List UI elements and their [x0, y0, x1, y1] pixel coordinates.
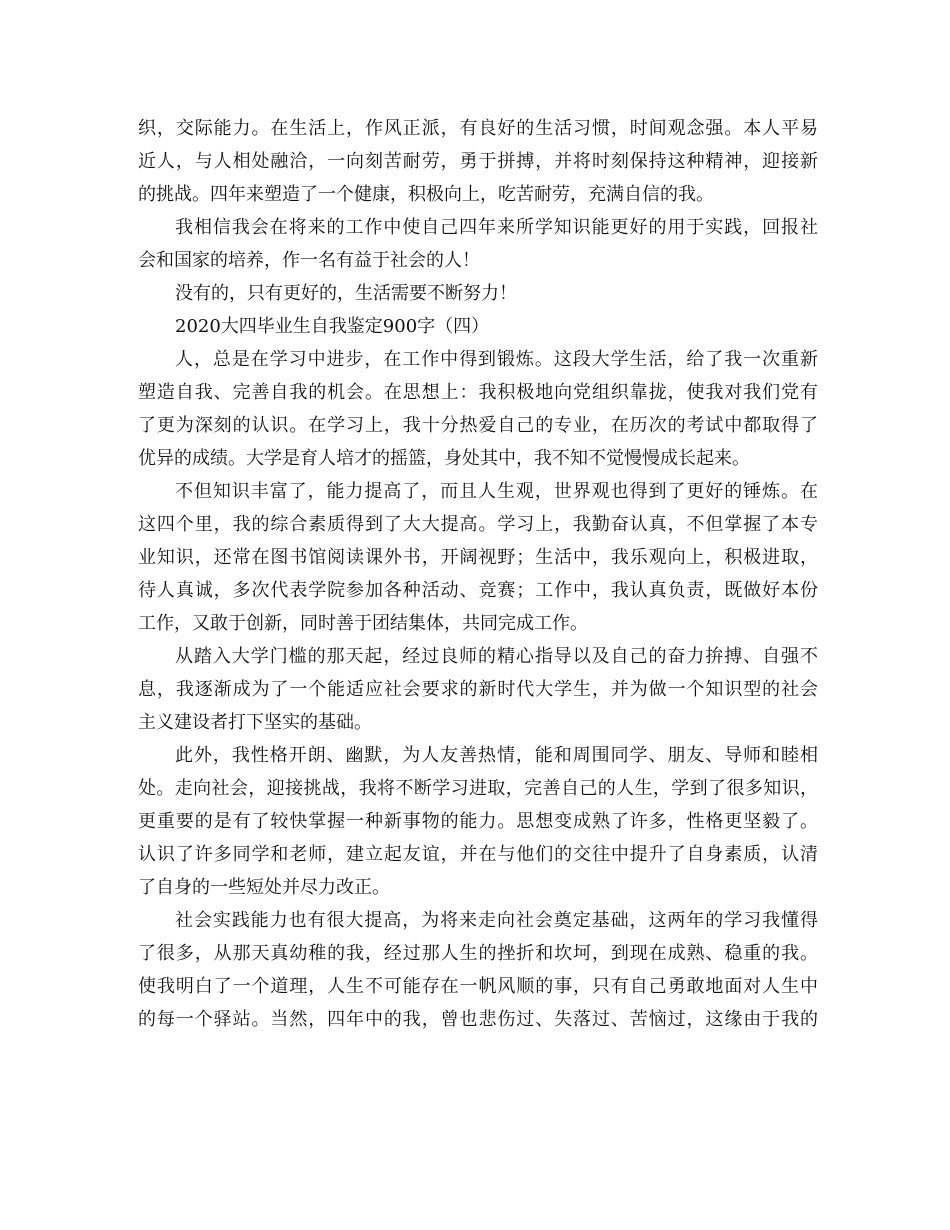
text-line: 使我明白了一个道理，人生不可能存在一帆风顺的事，只有自己勇敢地面对人生中	[138, 976, 818, 997]
text-line: 业知识，还常在图书馆阅读课外书，开阔视野；生活中，我乐观向上，积极进取，	[138, 547, 818, 568]
text-line: 认识了许多同学和老师，建立起友谊，并在与他们的交往中提升了自身素质，认清	[138, 844, 818, 865]
text-line: 了更为深刻的认识。在学习上，我十分热爱自己的专业，在历次的考试中都取得了	[138, 415, 818, 436]
text-line: 这四个里，我的综合素质得到了大大提高。学习上，我勤奋认真，不但掌握了本专	[138, 514, 818, 535]
text-line: 我相信我会在将来的工作中使自己四年来所学知识能更好的用于实践，回报社	[175, 217, 818, 238]
text-line: 待人真诚，多次代表学院参加各种活动、竞赛；工作中，我认真负责，既做好本份	[138, 580, 818, 601]
text-line: 更重要的是有了较快掌握一种新事物的能力。思想变成熟了许多，性格更坚毅了。	[138, 811, 818, 832]
text-line: 的挑战。四年来塑造了一个健康，积极向上，吃苦耐劳，充满自信的我。	[138, 184, 714, 205]
document-body	[138, 112, 818, 1036]
text-line: 主义建设者打下坚实的基础。	[138, 712, 372, 733]
text-line: 息，我逐渐成为了一个能适应社会要求的新时代大学生，并为做一个知识型的社会	[138, 679, 818, 700]
text-line: 2020大四毕业生自我鉴定900字（四）	[175, 316, 490, 337]
text-line: 从踏入大学门槛的那天起，经过良师的精心指导以及自己的奋力拚搏、自强不	[175, 646, 818, 667]
text-line: 此外，我性格开朗、幽默，为人友善热情，能和周围同学、朋友、导师和睦相	[175, 745, 818, 766]
text-line: 处。走向社会，迎接挑战，我将不断学习进取，完善自己的人生，学到了很多知识，	[138, 778, 818, 799]
text-line: 织，交际能力。在生活上，作风正派，有良好的生活习惯，时间观念强。本人平易	[138, 118, 818, 139]
text-line: 优异的成绩。大学是育人培才的摇篮，身处其中，我不知不觉慢慢成长起来。	[138, 448, 750, 469]
text-line: 近人，与人相处融洽，一向刻苦耐劳，勇于拼搏，并将时刻保持这种精神，迎接新	[138, 151, 818, 172]
text-line: 不但知识丰富了，能力提高了，而且人生观，世界观也得到了更好的锤炼。在	[175, 481, 818, 502]
text-line: 会和国家的培养，作一名有益于社会的人！	[138, 250, 480, 271]
text-line: 工作，又敢于创新，同时善于团结集体，共同完成工作。	[138, 613, 588, 634]
text-line: 的每一个驿站。当然，四年中的我，曾也悲伤过、失落过、苦恼过，这缘由于我的	[138, 1009, 818, 1030]
text-line: 没有的，只有更好的，生活需要不断努力！	[175, 283, 517, 304]
text-line: 了自身的一些短处并尽力改正。	[138, 877, 390, 898]
text-line: 了很多，从那天真幼稚的我，经过那人生的挫折和坎坷，到现在成熟、稳重的我。	[138, 943, 818, 964]
text-line: 人，总是在学习中进步，在工作中得到锻炼。这段大学生活，给了我一次重新	[175, 349, 818, 370]
text-line: 社会实践能力也有很大提高，为将来走向社会奠定基础，这两年的学习我懂得	[175, 910, 818, 931]
text-line: 塑造自我、完善自我的机会。在思想上：我积极地向党组织靠拢，使我对我们党有	[138, 382, 818, 403]
